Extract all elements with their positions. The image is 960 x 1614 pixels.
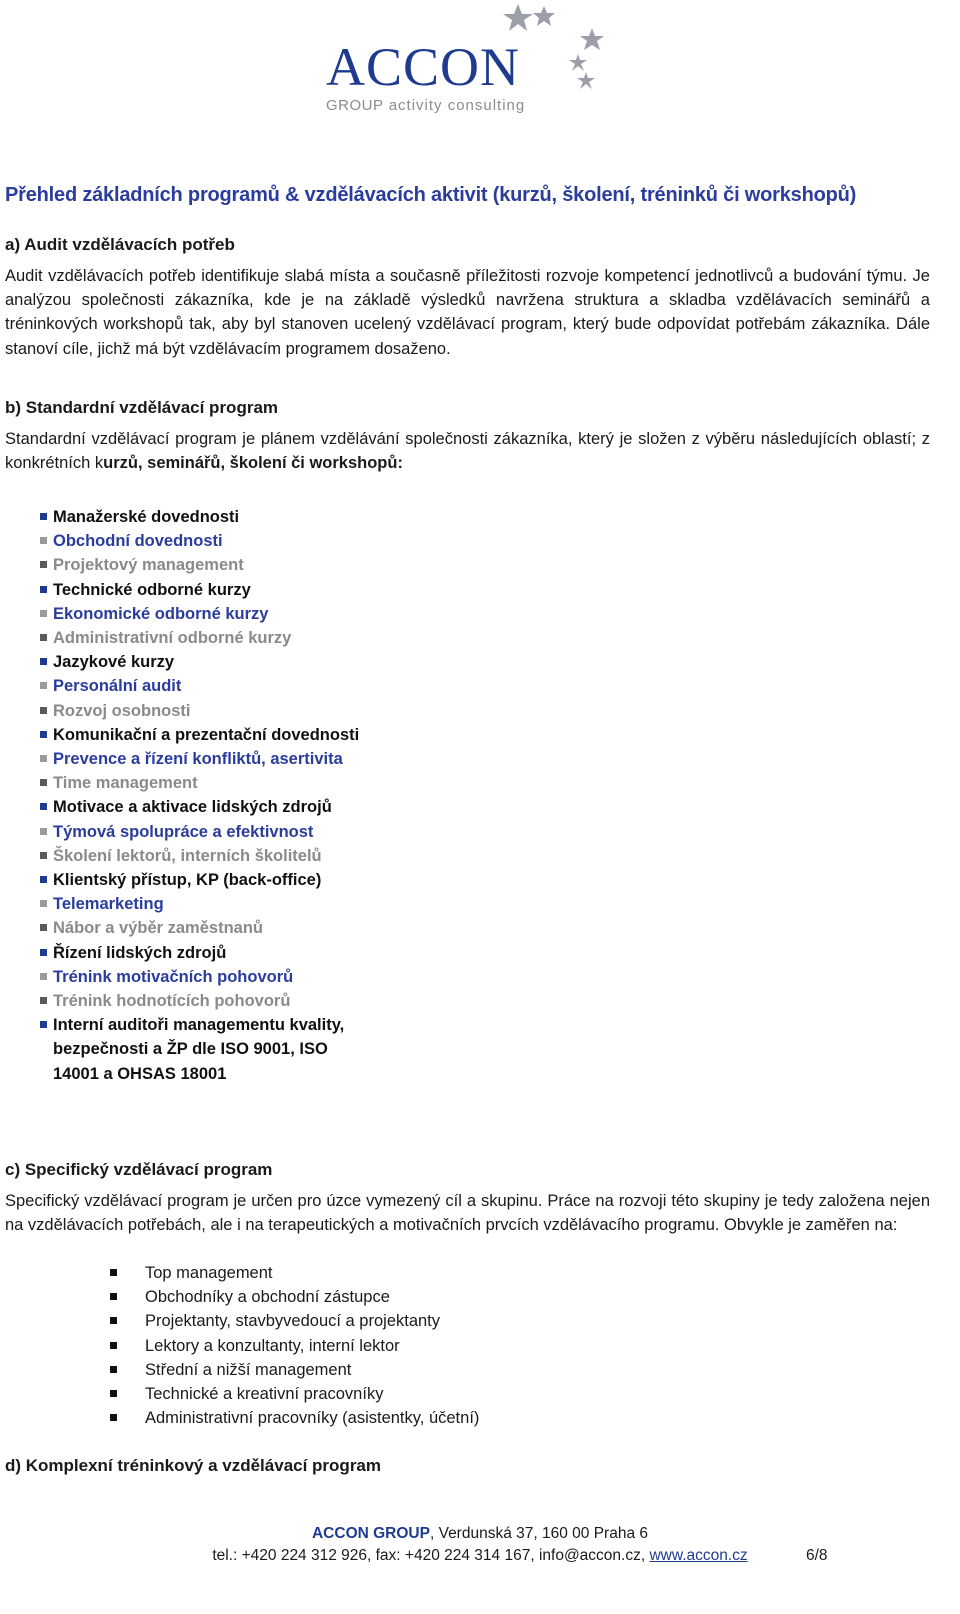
- list-item-label: Komunikační a prezentační dovednosti: [53, 725, 360, 744]
- list-item-continuation: [40, 1062, 359, 1086]
- bullet-square-icon: [40, 731, 47, 738]
- list-item-label: Rozvoj osobnosti: [53, 701, 191, 720]
- list-item: [40, 892, 359, 916]
- list-item-label: Time management: [53, 774, 198, 793]
- bullet-square-icon: [40, 852, 47, 859]
- list-item: [110, 1309, 479, 1333]
- bullet-square-icon: [40, 755, 47, 762]
- bullet-square-icon: [40, 682, 47, 689]
- list-item: [40, 626, 359, 650]
- list-item-label: Obchodní dovednosti: [53, 532, 223, 551]
- section-b-text-normal: Standardní vzdělávací program je plánem vzdělávání společnosti zákazníka, který je složen z výběru následujících oblastí; z konkrétních k: [5, 430, 930, 473]
- list-item-label: Lektory a konzultanty, interní lektor: [145, 1336, 400, 1355]
- list-item-label: Technické a kreativní pracovníky: [145, 1385, 384, 1404]
- footer-address: , Verdunská 37, 160 00 Praha 6: [429, 1525, 648, 1542]
- list-item: [110, 1382, 479, 1406]
- list-item-label: Projektanty, stavbyvedoucí a projektanty: [145, 1312, 441, 1331]
- bullet-square-icon: [40, 537, 47, 544]
- list-item-label: Ekonomické odborné kurzy: [53, 604, 269, 623]
- list-item: [40, 602, 359, 626]
- list-item: [110, 1261, 479, 1285]
- company-logo: [320, 0, 610, 120]
- bullet-square-icon: [40, 997, 47, 1004]
- bullet-square-icon: [110, 1390, 117, 1397]
- section-a-text: Audit vzdělávacích potřeb identifikuje slabá místa a současně příležitosti rozvoje kompetencí jednotlivců a budování týmu. Je analýzou společnosti zákazníka, kde je na základě výsledků navržena struktura a skladba vzdělávacích seminářů a tréninkových workshopů tak, aby byl stanoven ucelený vzdělávací program, který bude odpovídat potřebám zákazníka. Dále stanoví cíle, jichž má být vzdělávacím programem dosaženo.: [5, 267, 930, 358]
- list-item-label: Telemarketing: [53, 895, 164, 914]
- bullet-square-icon: [40, 586, 47, 593]
- list-item: [40, 868, 359, 892]
- footer-company: ACCON GROUP: [311, 1525, 430, 1542]
- list-item: [40, 747, 359, 771]
- list-item: [40, 820, 359, 844]
- page-number: 6/8: [806, 1547, 828, 1564]
- list-item-label: Školení lektorů, interních školitelů: [53, 846, 322, 865]
- bullet-square-icon: [40, 779, 47, 786]
- section-b-heading: b) Standardní vzdělávací program: [5, 398, 279, 417]
- bullet-square-icon: [40, 634, 47, 641]
- list-item-label: Obchodníky a obchodní zástupce: [145, 1288, 390, 1307]
- list-item: [40, 505, 359, 529]
- bullet-square-icon: [40, 828, 47, 835]
- list-item-label: Top management: [145, 1264, 273, 1282]
- list-item: [40, 529, 359, 553]
- bullet-square-icon: [40, 561, 47, 568]
- footer-address-line: [0, 1525, 960, 1543]
- bullet-square-icon: [110, 1317, 117, 1324]
- list-item: [40, 674, 359, 698]
- section-b-text: [5, 427, 930, 475]
- list-item: [40, 916, 359, 940]
- list-item: [40, 1013, 359, 1037]
- list-item-label: Manažerské dovednosti: [53, 508, 240, 526]
- list-item-label: Projektový management: [53, 556, 244, 575]
- list-item: [40, 941, 359, 965]
- list-item-label: Klientský přístup, KP (back-office): [53, 871, 322, 890]
- list-item: [40, 723, 359, 747]
- list-item-label: Týmová spolupráce a efektivnost: [53, 822, 314, 841]
- bullet-square-icon: [40, 1021, 47, 1028]
- logo-tagline: [326, 98, 525, 113]
- bullet-square-icon: [110, 1269, 117, 1276]
- section-c-text: Specifický vzdělávací program je určen pro úzce vymezený cíl a skupinu. Práce na rozvoji této skupiny je tedy založena nejen na vzdělávacích potřebách, ale i na terapeutických a motivačních prvcích vzdělávacího programu. Obvykle je zaměřen na:: [5, 1192, 930, 1235]
- list-item-continuation: [40, 1037, 359, 1061]
- bullet-square-icon: [40, 803, 47, 810]
- list-item: [110, 1334, 479, 1358]
- list-item: [40, 578, 359, 602]
- bullet-square-icon: [40, 973, 47, 980]
- list-item: [40, 989, 359, 1013]
- list-item-label: Střední a nižší management: [145, 1360, 352, 1379]
- list-item-label: Prevence a řízení konfliktů, asertivita: [53, 750, 343, 769]
- footer-web-link[interactable]: www.accon.cz: [649, 1547, 748, 1564]
- list-item-label: Trénink hodnotících pohovorů: [53, 992, 291, 1011]
- program-list: [40, 505, 359, 1086]
- list-item-label: bezpečnosti a ŽP dle ISO 9001, ISO: [53, 1040, 328, 1059]
- target-group-list: [110, 1261, 479, 1430]
- list-item-label: Interní auditoři managementu kvality,: [53, 1016, 345, 1035]
- section-a-heading: a) Audit vzdělávacích potřeb: [5, 235, 235, 254]
- list-item: [40, 650, 359, 674]
- list-item-label: Administrativní odborné kurzy: [53, 629, 292, 648]
- bullet-square-icon: [40, 949, 47, 956]
- list-item: [40, 699, 359, 723]
- list-item-label: Personální audit: [53, 677, 182, 696]
- bullet-square-icon: [40, 876, 47, 883]
- list-item-label: Trénink motivačních pohovorů: [53, 967, 294, 986]
- list-item: [110, 1406, 479, 1430]
- list-item: [110, 1285, 479, 1309]
- bullet-square-icon: [40, 707, 47, 714]
- list-item: [110, 1358, 479, 1382]
- list-item-label: Jazykové kurzy: [53, 653, 175, 672]
- bullet-square-icon: [110, 1342, 117, 1349]
- list-item-label: Nábor a výběr zaměstnanů: [53, 919, 263, 938]
- logo-activity-consulting: activity consulting: [388, 97, 526, 114]
- bullet-square-icon: [40, 513, 47, 520]
- list-item: [40, 795, 359, 819]
- bullet-square-icon: [40, 900, 47, 907]
- list-item: [40, 771, 359, 795]
- footer-contact: tel.: +420 224 312 926, fax: +420 224 314 167, info@accon.cz,: [212, 1547, 650, 1564]
- section-b-text-bold: urzů, seminářů, školení či workshopů:: [103, 454, 403, 473]
- section-d-heading: d) Komplexní tréninkový a vzdělávací program: [5, 1456, 382, 1475]
- bullet-square-icon: [110, 1366, 117, 1373]
- logo-group-label: GROUP: [326, 97, 384, 114]
- bullet-square-icon: [110, 1293, 117, 1300]
- list-item: [40, 553, 359, 577]
- bullet-square-icon: [110, 1414, 117, 1421]
- bullet-square-icon: [40, 610, 47, 617]
- list-item-label: 14001 a OHSAS 18001: [53, 1064, 227, 1083]
- bullet-square-icon: [40, 658, 47, 665]
- bullet-square-icon: [40, 924, 47, 931]
- list-item-label: Administrativní pracovníky (asistentky, účetní): [145, 1409, 480, 1428]
- list-item: [40, 844, 359, 868]
- page-title: Přehled základních programů & vzdělávacích aktivit (kurzů, školení, tréninků či workshopů): [5, 184, 857, 206]
- list-item-label: Řízení lidských zdrojů: [53, 943, 227, 962]
- list-item-label: Motivace a aktivace lidských zdrojů: [53, 798, 332, 817]
- list-item-label: Technické odborné kurzy: [53, 580, 251, 599]
- section-c-heading: c) Specifický vzdělávací program: [5, 1160, 273, 1179]
- logo-wordmark: ACCON: [326, 37, 521, 97]
- list-item: [40, 965, 359, 989]
